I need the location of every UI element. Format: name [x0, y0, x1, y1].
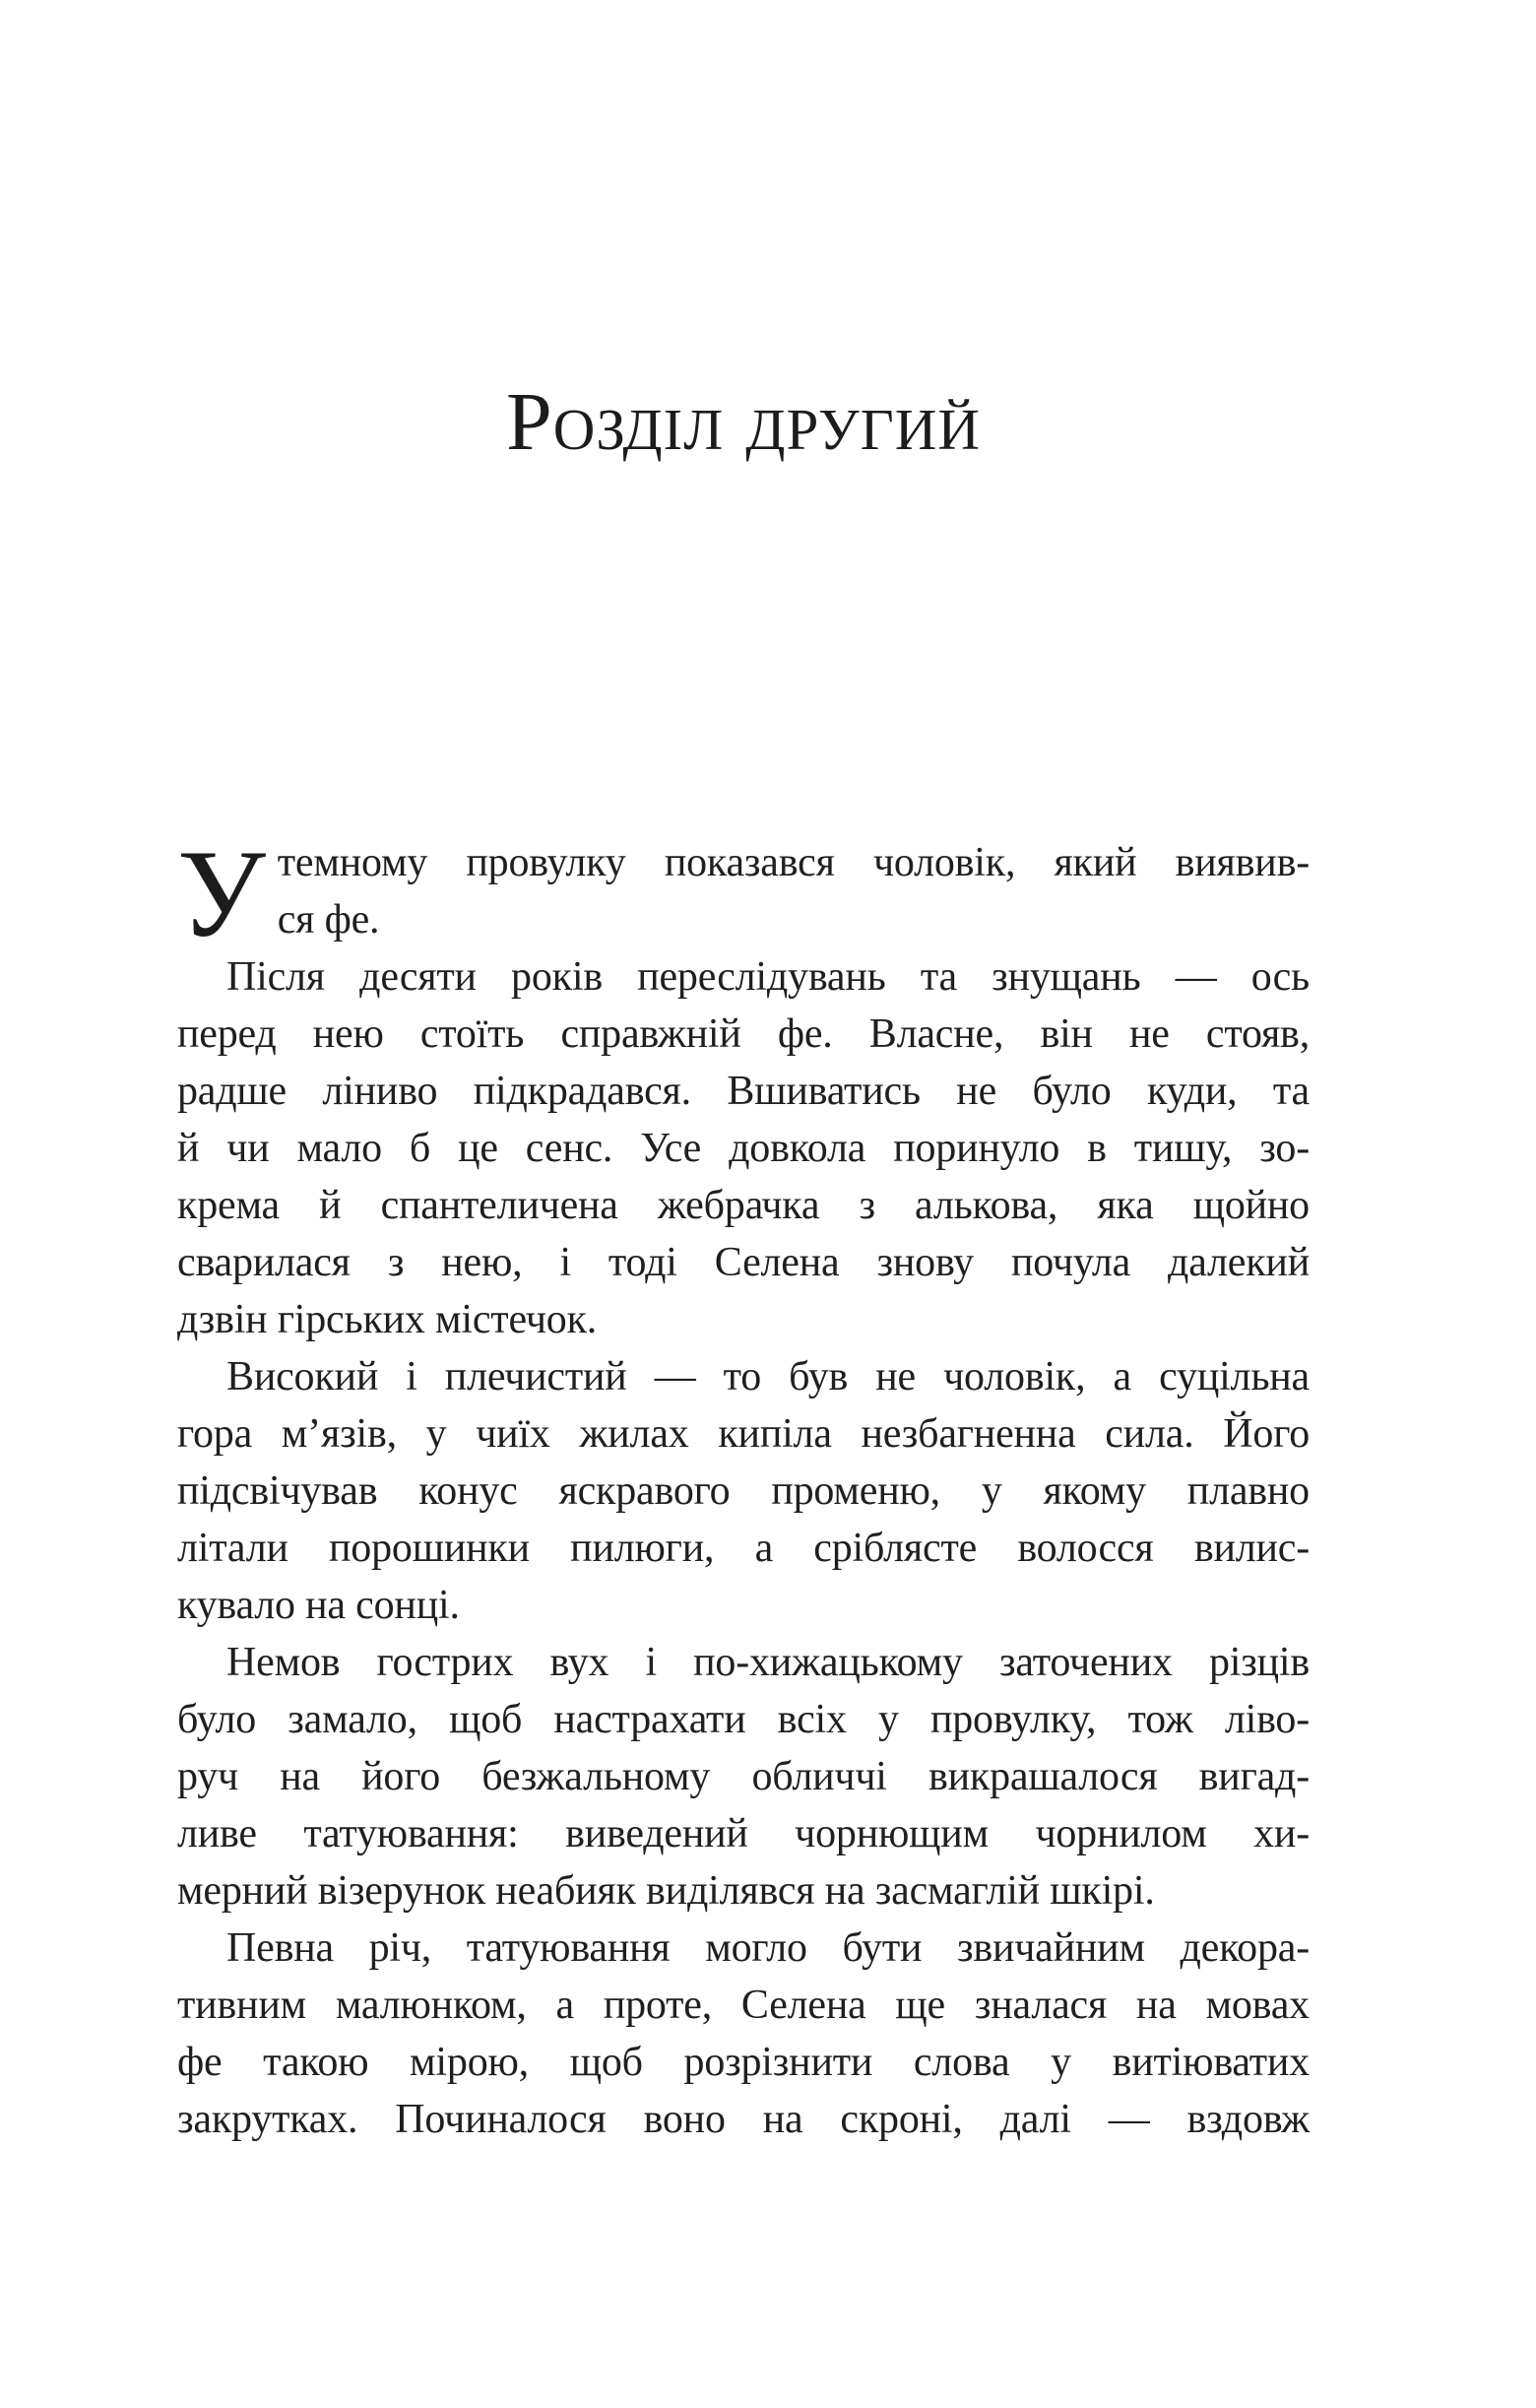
text-line: Високий і плечистий — то був не чоловік, а суцільна [226, 1354, 1310, 1399]
text-line: Немов гострих вух і по-хижацькому заточених різців [226, 1640, 1310, 1685]
text-line: фе такою мірою, щоб розрізнити слова у витіюватих [177, 2040, 1310, 2085]
text-line: літали порошинки пилюги, а сріблясте волосся вилис- [177, 1526, 1310, 1571]
text-line: закрутках. Починалося воно на скроні, далі — вздовж [177, 2097, 1310, 2142]
text-line: мерний візерунок неабияк виділявся на засмаглій шкірі. [177, 1868, 1155, 1914]
text-line: кувало на сонці. [177, 1583, 460, 1628]
paragraph [177, 1920, 1310, 2148]
text-line: підсвічував конус яскравого променю, у якому плавно [177, 1468, 1310, 1514]
text-line: темному провулку показався чоловік, який виявив- [277, 840, 1310, 885]
paragraph [177, 948, 1310, 1348]
text-line: й чи мало б це сенс. Усе довкола поринуло в тишу, зо- [177, 1126, 1310, 1171]
text-line: дзвін гірських містечок. [177, 1297, 598, 1342]
paragraph [177, 1348, 1310, 1634]
paragraph [177, 1634, 1310, 1920]
text-line: крема й спантеличена жебрачка з алькова, яка щойно [177, 1183, 1310, 1228]
text-line: руч на його безжальному обличчі викрашалося вигад- [177, 1754, 1310, 1799]
drop-cap: У [177, 825, 266, 963]
text-line: ливе татуювання: виведений чорнющим чорнилом хи- [177, 1811, 1310, 1856]
text-line: Певна річ, татуювання могло бути звичайним декора- [226, 1925, 1310, 1971]
text-line: перед нею стоїть справжній фе. Власне, він не стояв, [177, 1011, 1310, 1057]
page-content [177, 0, 1310, 2148]
text-line: гора м’язів, у чиїх жилах кипіла незбагненна сила. Його [177, 1411, 1310, 1457]
chapter-title: Розділ другий [506, 376, 981, 468]
body-text [177, 825, 1310, 2148]
text-line: Після десяти років переслідувань та знущань — ось [226, 954, 1310, 1000]
text-line: ся фе. [277, 897, 380, 943]
paragraph-opening [177, 825, 1310, 963]
text-line: сварилася з нею, і тоді Селена знову почула далекий [177, 1240, 1310, 1285]
text-line: тивним малюнком, а проте, Селена ще зналася на мовах [177, 1983, 1310, 2028]
text-line: радше ліниво підкрадався. Вшиватись не було куди, та [177, 1069, 1310, 1114]
text-line: було замало, щоб настрахати всіх у провулку, тож ліво- [177, 1697, 1310, 1742]
